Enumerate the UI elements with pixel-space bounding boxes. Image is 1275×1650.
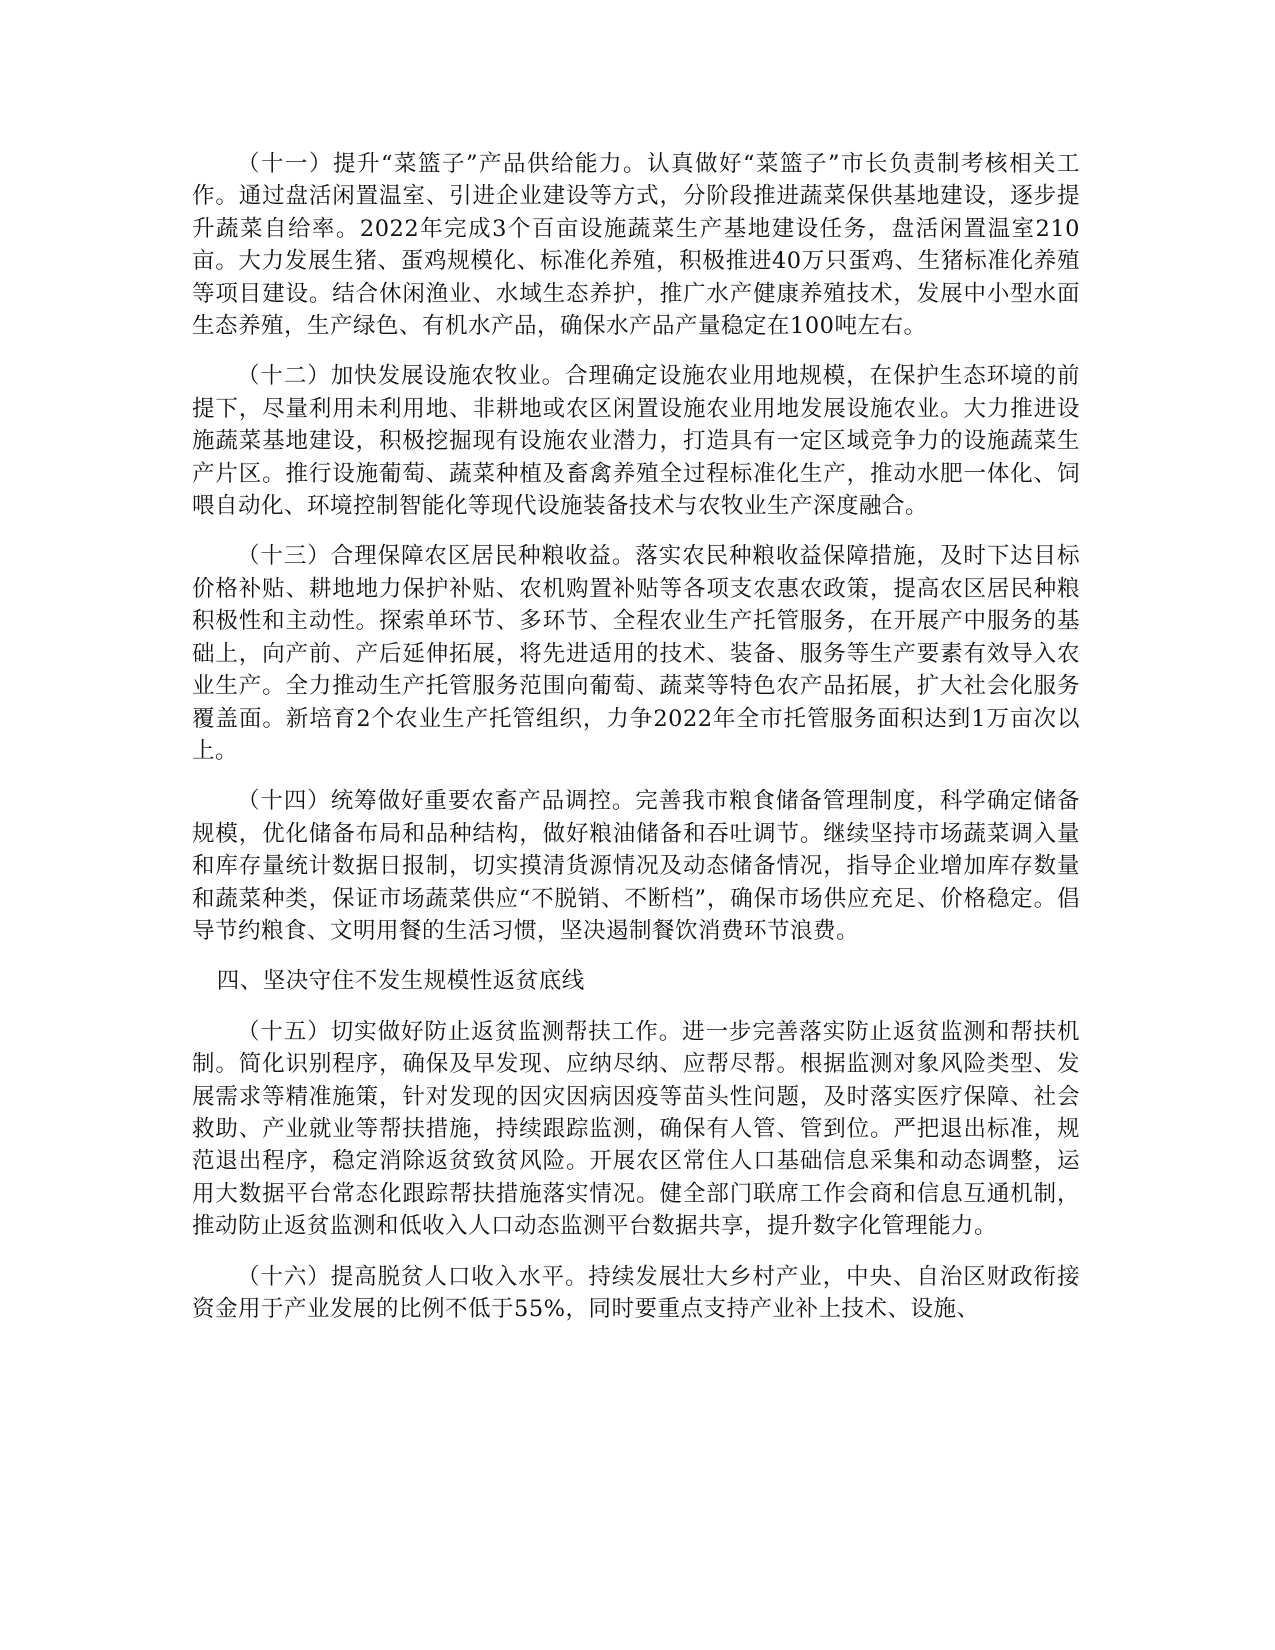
paragraph-16: （十六）提高脱贫人口收入水平。持续发展壮大乡村产业，中央、自治区财政衔接资金用于产业发展的比例不低于55%，同时要重点支持产业补上技术、设施、 [192,1263,1080,1322]
paragraph-11: （十一）提升“菜篮子”产品供给能力。认真做好“菜篮子”市长负责制考核相关工作。通过盘活闲置温室、引进企业建设等方式，分阶段推进蔬菜保供基地建设，逐步提升蔬菜自给率。2022年完成3个百亩设施蔬菜生产基地建设任务，盘活闲置温室210亩。大力发展生猪、蛋鸡规模化、标准化养殖，积极推进40万只蛋鸡、生猪标准化养殖等项目建设。结合休闲渔业、水域生态养护，推广水产健康养殖技术，发展中小型水面生态养殖，生产绿色、有机水产品，确保水产品产量稳定在100吨左右。 [192,151,1080,340]
paragraph-13: （十三）合理保障农区居民种粮收益。落实农民种粮收益保障措施，及时下达目标价格补贴、耕地地力保护补贴、农机购置补贴等各项支农惠农政策，提高农区居民种粮积极性和主动性。探索单环节、多环节、全程农业生产托管服务，在开展产中服务的基础上，向产前、产后延伸拓展，将先进适用的技术、装备、服务等生产要素有效导入农业生产。全力推动生产托管服务范围向葡萄、蔬菜等特色农产品拓展，扩大社会化服务覆盖面。新培育2个农业生产托管组织，力争2022年全市托管服务面积达到1万亩次以上。 [192,543,1080,764]
paragraph-12: （十二）加快发展设施农牧业。合理确定设施农业用地规模，在保护生态环境的前提下，尽量利用未利用地、非耕地或农区闲置设施农业用地发展设施农业。大力推进设施蔬菜基地建设，积极挖掘现有设施农业潜力，打造具有一定区域竞争力的设施蔬菜生产片区。推行设施葡萄、蔬菜种植及畜禽养殖全过程标准化生产，推动水肥一体化、饲喂自动化、环境控制智能化等现代设施装备技术与农牧业生产深度融合。 [192,363,1080,520]
paragraph-15: （十五）切实做好防止返贫监测帮扶工作。进一步完善落实防止返贫监测和帮扶机制。简化识别程序，确保及早发现、应纳尽纳、应帮尽帮。根据监测对象风险类型、发展需求等精准施策，针对发现的因灾因病因疫等苗头性问题，及时落实医疗保障、社会救助、产业就业等帮扶措施，持续跟踪监测，确保有人管、管到位。严把退出标准，规范退出程序，稳定消除返贫致贫风险。开展农区常住人口基础信息采集和动态调整，运用大数据平台常态化跟踪帮扶措施落实情况。健全部门联席工作会商和信息互通机制，推动防止返贫监测和低收入人口动态监测平台数据共享，提升数字化管理能力。 [192,1018,1080,1240]
paragraph-14: （十四）统筹做好重要农畜产品调控。完善我市粮食储备管理制度，科学确定储备规模，优化储备布局和品种结构，做好粮油储备和吞吐调节。继续坚持市场蔬菜调入量和库存量统计数据日报制，切实摸清货源情况及动态储备情况，指导企业增加库存数量和蔬菜种类，保证市场蔬菜供应“不脱销、不断档”，确保市场供应充足、价格稳定。倡导节约粮食、文明用餐的生活习惯，坚决遏制餐饮消费环节浪费。 [192,788,1080,944]
document-body [192,148,1080,1343]
section-heading: 四、坚决守住不发生规模性返贫底线 [216,968,585,995]
